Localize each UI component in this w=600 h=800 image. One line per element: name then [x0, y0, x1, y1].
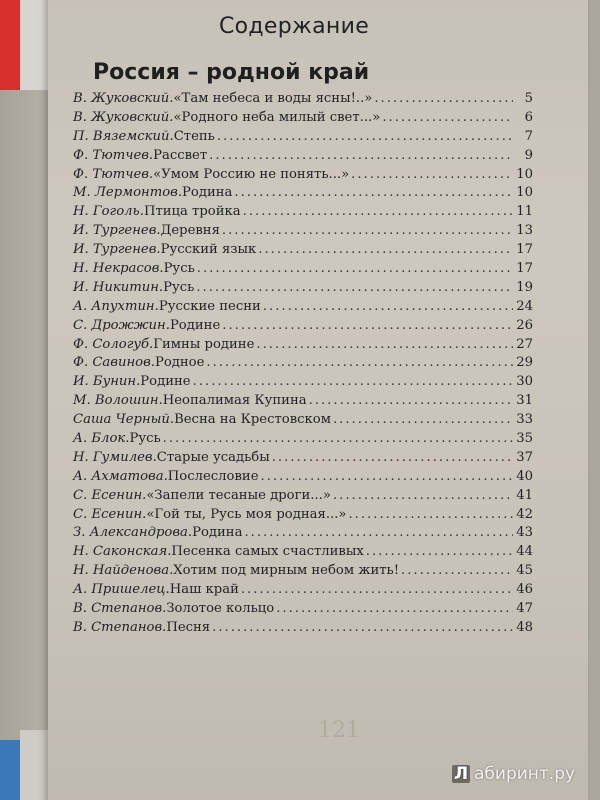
toc-leader-dots — [209, 147, 513, 166]
toc-author: А. Ахматова. — [73, 468, 168, 484]
toc-author: И. Тургенев. — [73, 223, 161, 239]
toc-entry — [73, 241, 533, 260]
toc-leader-dots — [222, 317, 513, 336]
page-number: 121 — [318, 718, 360, 743]
toc-author: В. Степанов. — [73, 619, 167, 635]
toc-work-title: Русь — [163, 261, 195, 277]
toc-page-number: 47 — [516, 601, 533, 617]
toc-page-number: 30 — [516, 374, 533, 390]
toc-page-number: 10 — [516, 185, 533, 201]
toc-work-title: Родине — [140, 374, 191, 390]
table-of-contents — [73, 90, 533, 638]
toc-work-title: Русь — [129, 431, 161, 447]
toc-leader-dots — [309, 392, 513, 411]
toc-author: Н. Найденова. — [73, 563, 174, 579]
toc-entry — [73, 203, 533, 222]
toc-entry — [73, 298, 533, 317]
toc-work-title: Русь — [163, 279, 195, 295]
toc-leader-dots — [366, 543, 513, 562]
toc-entry — [73, 166, 533, 185]
toc-author: В. Жуковский. — [73, 91, 174, 106]
toc-leader-dots — [348, 506, 513, 525]
toc-author: В. Степанов. — [73, 601, 167, 617]
toc-page-number: 10 — [516, 166, 533, 182]
toc-entry — [73, 506, 533, 525]
toc-author: А. Апухтин. — [73, 298, 159, 314]
toc-page-number: 17 — [516, 261, 533, 277]
toc-author: Ф. Сологуб. — [73, 336, 154, 352]
toc-author: С. Есенин. — [73, 506, 147, 522]
toc-work-title: Родина — [192, 525, 243, 541]
toc-leader-dots — [244, 524, 513, 543]
toc-page-number: 9 — [524, 147, 533, 163]
toc-author: Ф. Тютчев. — [73, 166, 154, 182]
toc-entry — [73, 336, 533, 355]
watermark-text: абиринт.ру — [474, 764, 576, 784]
toc-page-number: 24 — [516, 298, 533, 314]
toc-work-title: «Запели тесаные дроги...» — [146, 487, 331, 503]
toc-page-number: 26 — [516, 317, 533, 333]
toc-page-number: 41 — [516, 487, 533, 503]
toc-leader-dots — [263, 298, 513, 317]
toc-entry — [73, 581, 533, 600]
toc-page-number: 35 — [516, 431, 533, 447]
toc-author: М. Лермонтов. — [73, 185, 183, 201]
toc-page-number: 33 — [516, 412, 533, 428]
toc-page-number: 45 — [516, 563, 533, 579]
toc-entry — [73, 411, 533, 430]
toc-work-title: Неопалимая Купина — [162, 393, 307, 409]
toc-entry — [73, 600, 533, 619]
toc-entry — [73, 487, 533, 506]
toc-leader-dots — [401, 562, 513, 581]
toc-page-number: 6 — [524, 109, 533, 125]
toc-work-title: Песня — [166, 619, 211, 635]
toc-entry — [73, 354, 533, 373]
cover-edge-blue — [0, 740, 20, 800]
toc-author: И. Тургенев. — [73, 242, 161, 258]
toc-entry — [73, 524, 533, 543]
toc-page-number: 37 — [516, 449, 533, 465]
toc-work-title: Рассвет — [153, 147, 208, 163]
toc-entry — [73, 619, 533, 638]
toc-entry — [73, 279, 533, 298]
toc-work-title: Русские песни — [158, 298, 261, 314]
toc-entry — [73, 373, 533, 392]
toc-author: Н. Гоголь. — [73, 204, 144, 220]
toc-page-number: 48 — [516, 619, 533, 635]
toc-leader-dots — [351, 166, 513, 185]
toc-author: И. Никитин. — [73, 279, 164, 295]
toc-work-title: Хотим под мирным небом жить! — [173, 563, 400, 579]
toc-work-title: «Родного неба милый свет...» — [173, 109, 381, 125]
toc-page-number: 44 — [516, 544, 533, 560]
toc-leader-dots — [196, 279, 513, 298]
toc-entry — [73, 90, 533, 109]
toc-work-title: Родина — [182, 185, 233, 201]
toc-page-number: 43 — [516, 525, 533, 541]
toc-entry — [73, 468, 533, 487]
toc-entry — [73, 449, 533, 468]
toc-work-title: Песенка самых счастливых — [171, 544, 364, 560]
toc-author: П. Вяземский. — [73, 128, 174, 144]
toc-leader-dots — [256, 336, 513, 355]
toc-work-title: Русский язык — [160, 242, 257, 258]
toc-page-number: 40 — [516, 468, 533, 484]
toc-work-title: «Там небеса и воды ясны!..» — [173, 91, 373, 106]
toc-leader-dots — [217, 128, 513, 147]
toc-page-number: 31 — [516, 393, 533, 409]
toc-entry — [73, 184, 533, 203]
toc-entry — [73, 222, 533, 241]
toc-leader-dots — [272, 449, 513, 468]
toc-author: Саша Черный. — [73, 412, 175, 428]
section-heading: Россия – родной край — [93, 60, 370, 85]
toc-author: С. Есенин. — [73, 487, 147, 503]
toc-leader-dots — [261, 468, 513, 487]
toc-page-number: 27 — [516, 336, 533, 352]
toc-leader-dots — [222, 222, 513, 241]
toc-author: Н. Некрасов. — [73, 261, 164, 277]
toc-entry — [73, 392, 533, 411]
toc-author: Н. Гумилев. — [73, 449, 157, 465]
toc-leader-dots — [258, 241, 513, 260]
toc-entry — [73, 260, 533, 279]
labirint-logo-icon: Л — [453, 764, 469, 784]
cover-edge-red — [0, 0, 20, 90]
toc-page-number: 7 — [524, 128, 533, 144]
toc-page-number: 5 — [524, 91, 533, 106]
toc-author: Ф. Савинов. — [73, 355, 155, 371]
toc-page-number: 19 — [516, 279, 533, 295]
toc-work-title: Птица тройка — [143, 204, 241, 220]
toc-leader-dots — [333, 487, 513, 506]
toc-work-title: Гимны родине — [153, 336, 255, 352]
toc-leader-dots — [206, 354, 513, 373]
toc-leader-dots — [374, 90, 513, 109]
cover-edge-white — [20, 0, 50, 90]
toc-entry — [73, 430, 533, 449]
toc-work-title: Золотое кольцо — [166, 601, 275, 617]
page-title: Содержание — [219, 14, 370, 39]
toc-author: Ф. Тютчев. — [73, 147, 154, 163]
toc-author: А. Пришелец. — [73, 582, 170, 598]
toc-page-number: 46 — [516, 582, 533, 598]
toc-entry — [73, 317, 533, 336]
toc-author: С. Дрожжин. — [73, 317, 170, 333]
toc-work-title: Весна на Крестовском — [174, 412, 331, 428]
toc-leader-dots — [241, 581, 513, 600]
toc-work-title: Старые усадьбы — [156, 449, 270, 465]
toc-leader-dots — [163, 430, 513, 449]
toc-work-title: Степь — [173, 128, 215, 144]
toc-entry — [73, 147, 533, 166]
toc-leader-dots — [234, 184, 513, 203]
toc-author: М. Волошин. — [73, 393, 163, 409]
toc-leader-dots — [333, 411, 513, 430]
toc-work-title: «Умом Россию не понять...» — [153, 166, 350, 182]
toc-work-title: «Гой ты, Русь моя родная...» — [146, 506, 347, 522]
toc-work-title: Родное — [154, 355, 205, 371]
toc-page-number: 11 — [516, 204, 533, 220]
toc-work-title: Наш край — [169, 582, 239, 598]
toc-work-title: Родине — [169, 317, 221, 333]
cover-edge-white-bottom — [20, 730, 50, 800]
toc-author: А. Блок. — [73, 431, 130, 447]
toc-entry — [73, 109, 533, 128]
toc-leader-dots — [193, 373, 513, 392]
toc-leader-dots — [382, 109, 513, 128]
watermark — [452, 764, 575, 784]
toc-entry — [73, 543, 533, 562]
toc-page-number: 42 — [516, 506, 533, 522]
toc-author: З. Александрова. — [73, 525, 193, 541]
toc-leader-dots — [212, 619, 513, 638]
toc-leader-dots — [276, 600, 513, 619]
toc-leader-dots — [197, 260, 513, 279]
toc-entry — [73, 128, 533, 147]
toc-entry — [73, 562, 533, 581]
toc-page-number: 13 — [516, 223, 533, 239]
toc-leader-dots — [243, 203, 513, 222]
toc-page-number: 29 — [516, 355, 533, 371]
toc-author: В. Жуковский. — [73, 109, 174, 125]
toc-author: И. Бунин. — [73, 374, 141, 390]
toc-work-title: Послесловие — [167, 468, 259, 484]
toc-author: Н. Саконская. — [73, 544, 172, 560]
toc-work-title: Деревня — [160, 223, 220, 239]
toc-page-number: 17 — [516, 242, 533, 258]
